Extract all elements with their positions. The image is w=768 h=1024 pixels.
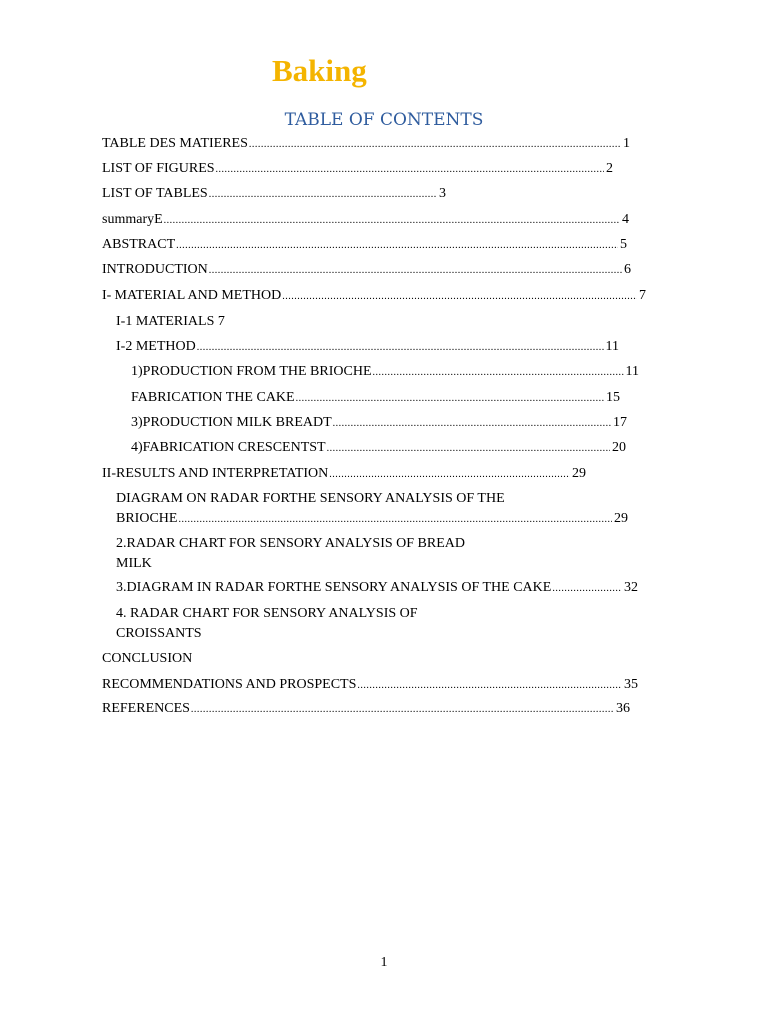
toc-entry-label: summaryE [102, 212, 163, 227]
toc-entry-label: MATERIAL AND METHOD [114, 288, 282, 303]
toc-leader-dots [216, 161, 604, 179]
toc-leader-dots [329, 466, 570, 484]
toc-entry-production-milk-bread[interactable] [131, 414, 627, 432]
page-number: 1 [380, 955, 388, 970]
toc-leader-dots [282, 288, 637, 306]
toc-entry-diagram-brioche-line1[interactable]: DIAGRAM ON RADAR FORTHE SENSORY ANALYSIS OF THE [116, 491, 505, 506]
toc-entry-diagram-cake[interactable] [116, 579, 638, 597]
toc-entry-number: 1) [131, 364, 143, 379]
toc-leader-dots [333, 415, 611, 433]
toc-leader-dots [178, 511, 612, 529]
toc-entry-label: TABLE DES MATIERES [102, 136, 248, 151]
toc-entry-page: 3 [439, 186, 446, 201]
toc-entry-page: 7 [639, 288, 646, 303]
toc-entry-references[interactable] [102, 700, 630, 718]
toc-entry-label: I-2 METHOD [116, 339, 196, 354]
toc-entry-list-of-figures[interactable] [102, 160, 613, 178]
toc-entry-list-of-tables[interactable] [102, 185, 446, 203]
toc-entry-page: 11 [605, 339, 619, 354]
toc-entry-results-interpretation[interactable] [102, 465, 586, 483]
toc-entry-radar-bread-line2[interactable]: MILK [116, 556, 152, 571]
toc-entry-number: 3) [131, 415, 143, 430]
toc-entry-page: 20 [612, 440, 626, 455]
toc-entry-page: 5 [620, 237, 627, 252]
toc-entry-page: 36 [616, 701, 630, 716]
toc-entry-label: REFERENCES [102, 701, 190, 716]
toc-entry-label: RESULTS AND INTERPRETATION [116, 466, 329, 481]
toc-entry-page: 32 [624, 580, 638, 595]
toc-entry-label: I-1 MATERIALS 7 [116, 314, 225, 329]
toc-entry-page: 11 [625, 364, 639, 379]
toc-entry-page: 2 [606, 161, 613, 176]
toc-leader-dots [373, 364, 624, 382]
toc-entry-fabrication-cake[interactable] [131, 389, 620, 407]
toc-entry-label: FABRICATION THE CAKE [131, 390, 295, 405]
toc-entry-page: 17 [613, 415, 627, 430]
toc-leader-dots [209, 186, 437, 204]
toc-entry-radar-croissants-line2[interactable]: CROISSANTS [116, 626, 202, 641]
toc-leader-dots [176, 237, 618, 255]
toc-entry-page: 29 [572, 466, 586, 481]
document-title: Baking [272, 53, 367, 88]
toc-entry-production-brioche[interactable] [131, 363, 639, 381]
toc-entry-label: DIAGRAM IN RADAR FORTHE SENSORY ANALYSIS OF THE CAKE [126, 580, 552, 595]
toc-entry-label: RECOMMENDATIONS AND PROSPECTS [102, 677, 357, 692]
toc-entry-material-and-method[interactable] [102, 287, 646, 305]
toc-entry-page: 29 [614, 511, 628, 526]
toc-entry-diagram-brioche[interactable] [116, 510, 628, 528]
toc-entry-radar-bread-line1[interactable]: 2.RADAR CHART FOR SENSORY ANALYSIS OF BREAD [116, 536, 465, 551]
toc-entry-label: FABRICATION CRESCENTST [142, 440, 326, 455]
toc-entry-abstract[interactable] [102, 236, 627, 254]
toc-entry-materials[interactable] [116, 313, 225, 331]
toc-entry-page: 35 [624, 677, 638, 692]
toc-leader-dots [357, 677, 622, 695]
toc-leader-dots [296, 390, 604, 408]
toc-leader-dots [552, 580, 622, 598]
toc-entry-summary[interactable] [102, 211, 629, 229]
toc-leader-dots [209, 262, 622, 280]
toc-entry-number: II- [102, 466, 116, 481]
toc-entry-table-des-matieres[interactable] [102, 135, 630, 153]
toc-entry-label: INTRODUCTION [102, 262, 208, 277]
toc-entry-page: 4 [622, 212, 629, 227]
toc-entry-label: CONCLUSION [102, 651, 193, 666]
toc-leader-dots [249, 136, 621, 154]
toc-entry-method[interactable] [116, 338, 619, 356]
toc-entry-label: LIST OF TABLES [102, 186, 208, 201]
toc-entry-label: PRODUCTION MILK BREADT [142, 415, 332, 430]
toc-entry-number: 3. [116, 580, 127, 595]
toc-leader-dots [191, 701, 614, 719]
toc-entry-introduction[interactable] [102, 261, 631, 279]
toc-leader-dots [197, 339, 604, 357]
toc-entry-page: 1 [623, 136, 630, 151]
toc-entry-label: LIST OF FIGURES [102, 161, 215, 176]
toc-entry-page: 6 [624, 262, 631, 277]
toc-entry-label: BRIOCHE [116, 511, 178, 526]
toc-entry-radar-croissants-line1[interactable]: 4. RADAR CHART FOR SENSORY ANALYSIS OF [116, 606, 418, 621]
toc-leader-dots [327, 440, 610, 458]
toc-entry-number: 4) [131, 440, 143, 455]
toc-entry-page: 15 [606, 390, 620, 405]
toc-entry-recommendations[interactable] [102, 676, 638, 694]
toc-entry-label: PRODUCTION FROM THE BRIOCHE [142, 364, 372, 379]
toc-heading: TABLE OF CONTENTS [284, 110, 484, 130]
toc-entry-number: I- [102, 288, 112, 303]
toc-entry-conclusion[interactable] [102, 650, 192, 668]
toc-entry-fabrication-crescents[interactable] [131, 439, 626, 457]
toc-leader-dots [164, 212, 620, 230]
toc-entry-label: ABSTRACT [102, 237, 176, 252]
